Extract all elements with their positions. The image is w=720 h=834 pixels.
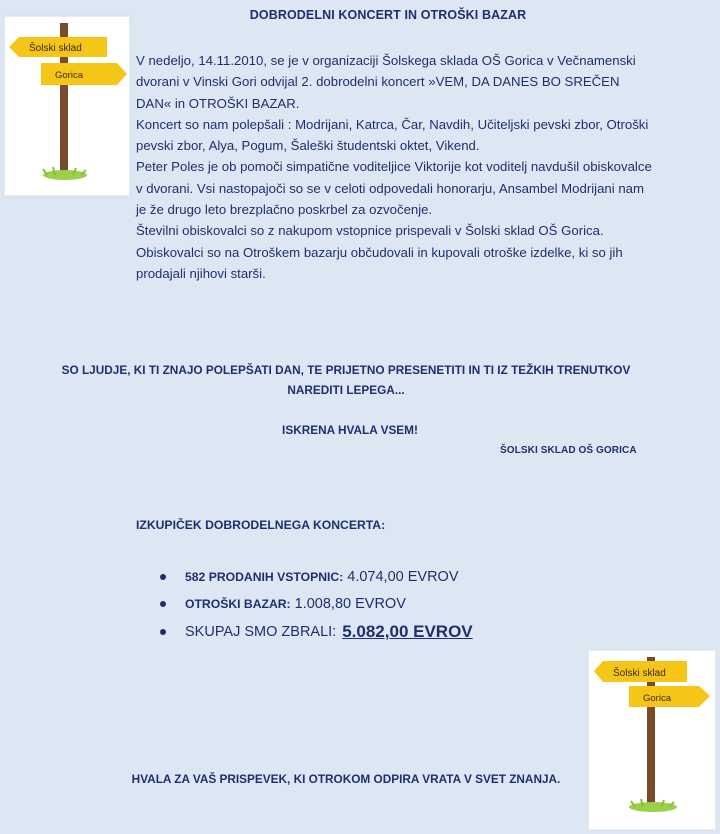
paragraph: Koncert so nam polepšali : Modrijani, Katrca, Čar, Navdih, Učiteljski pevski zbor, Otroški pevski zbor, Alya, Pogum, Šaleški študentski oktet, Vikend. <box>136 116 649 154</box>
total-value: 5.082,00 EVROV <box>342 622 473 641</box>
total-label: SKUPAJ SMO ZBRALI: <box>185 624 337 640</box>
logo-text-top: Šolski sklad <box>29 43 82 54</box>
slogan <box>36 360 656 400</box>
paragraph: Peter Poles je ob pomoči simpatične voditeljice Viktorije kot voditelj navdušil obiskovalce v dvorani. Vsi nastopajoči so se v celoti odpovedali honorarju, Ansambel Modrijani nam je že drugo leto brezplačno poskrbel za ozvočenje. <box>136 159 652 218</box>
list-item-total <box>160 617 473 647</box>
list-item <box>160 590 473 617</box>
item-label: OTROŠKI BAZAR: <box>185 596 291 611</box>
signpost-icon <box>589 651 715 829</box>
logo-text-top: Šolski sklad <box>613 668 666 679</box>
paragraph: Številni obiskovalci so z nakupom vstopnice prispevali v Šolski sklad OŠ Gorica. <box>136 223 604 239</box>
school-fund-logo <box>588 650 716 830</box>
footer-text: HVALA ZA VAŠ PRISPEVEK, KI OTROKOM ODPIRA VRATA V SVET ZNANJA. <box>131 772 561 786</box>
paragraph: V nedeljo, 14.11.2010, se je v organizaciji Šolskega sklada OŠ Gorica v Večnamenski dvorani v Vinski Gori odvijal 2. dobrodelni koncert »VEM, DA DANES BO SREČEN DAN« in OTROŠKI BAZAR. <box>136 53 636 111</box>
page-title: DOBRODELNI KONCERT IN OTROŠKI BAZAR <box>249 8 527 22</box>
list-item <box>160 563 473 590</box>
slogan-line: NAREDITI LEPEGA... <box>287 383 405 397</box>
paragraph: Obiskovalci so na Otroškem bazarju občudovali in kupovali otroške izdelke, ki so jih prodajali njihovi starši. <box>136 244 623 281</box>
bullet-icon <box>160 574 166 580</box>
proceeds-title: IZKUPIČEK DOBRODELNEGA KONCERTA: <box>136 518 386 532</box>
article-body <box>136 50 656 284</box>
bullet-icon <box>160 601 166 607</box>
logo-text-bottom: Gorica <box>643 693 671 704</box>
thanks-heading: ISKRENA HVALA VSEM! <box>282 423 418 437</box>
slogan-line: SO LJUDJE, KI TI ZNAJO POLEPŠATI DAN, TE PRIJETNO PRESENETITI IN TI IZ TEŽKIH TRENUTKOV <box>61 363 631 377</box>
signpost-icon <box>5 17 129 195</box>
item-value: 1.008,80 EVROV <box>294 595 406 612</box>
bullet-icon <box>160 629 166 635</box>
proceeds-list <box>160 563 473 647</box>
item-label: 582 PRODANIH VSTOPNIC: <box>185 569 344 584</box>
logo-text-bottom: Gorica <box>55 70 83 81</box>
signature: ŠOLSKI SKLAD OŠ GORICA <box>500 445 637 456</box>
item-value: 4.074,00 EVROV <box>347 568 459 585</box>
school-fund-logo <box>4 16 130 196</box>
